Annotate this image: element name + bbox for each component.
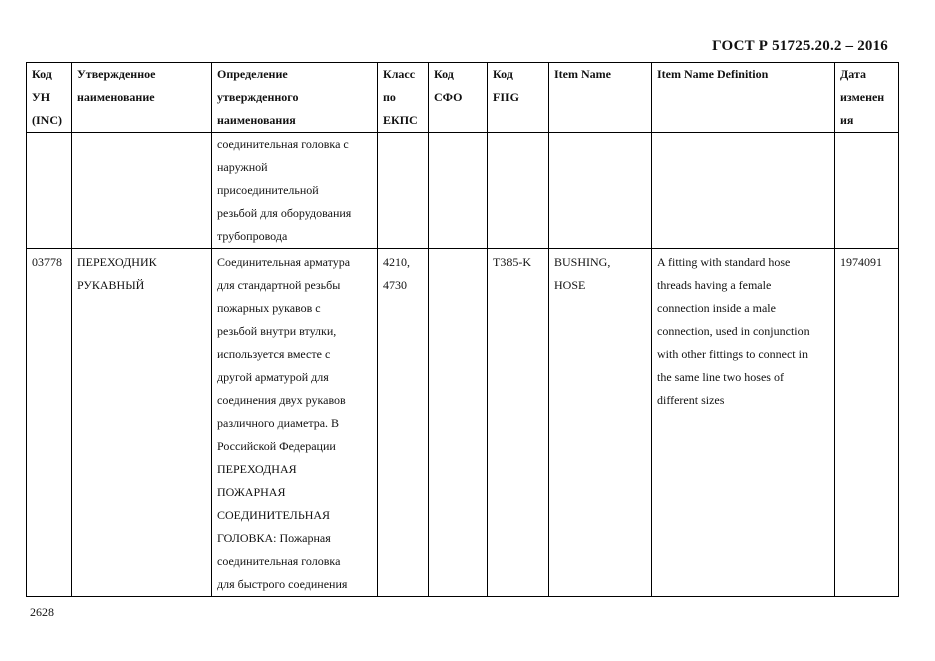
cell-definition: соединительная головка с наружной присоединительной резьбой для оборудования трубопровода	[212, 133, 378, 249]
cell-empty	[549, 133, 652, 249]
cell-class: 4210, 4730	[378, 249, 429, 597]
header-item-name-definition: Item Name Definition	[652, 63, 835, 133]
cell-item-name: BUSHING, HOSE	[549, 249, 652, 597]
header-definition: Определение утвержденного наименования	[212, 63, 378, 133]
header-item-name: Item Name	[549, 63, 652, 133]
header-change-date: Дата изменен ия	[835, 63, 899, 133]
cell-fiig: T385-K	[488, 249, 549, 597]
cell-empty	[488, 133, 549, 249]
cell-approved-name: ПЕРЕХОДНИК РУКАВНЫЙ	[72, 249, 212, 597]
cell-inc: 03778	[27, 249, 72, 597]
header-inc: Код УН (INC)	[27, 63, 72, 133]
header-approved-name: Утвержденное наименование	[72, 63, 212, 133]
cell-change-date: 1974091	[835, 249, 899, 597]
page-number: 2628	[30, 605, 54, 619]
header-sfo: Код СФО	[429, 63, 488, 133]
table-header-row	[27, 63, 899, 133]
cell-item-name-definition: A fitting with standard hose threads having a female connection inside a male connection, used in conjunction with other fittings to connect in the same line two hoses of different sizes	[652, 249, 835, 597]
cell-empty	[835, 133, 899, 249]
item-names-table	[26, 62, 899, 597]
cell-empty	[378, 133, 429, 249]
cell-empty	[652, 133, 835, 249]
header-class: Класс по ЕКПС	[378, 63, 429, 133]
cell-empty	[27, 133, 72, 249]
cell-empty	[72, 133, 212, 249]
cell-empty	[429, 133, 488, 249]
cell-definition: Соединительная арматура для стандартной резьбы пожарных рукавов с резьбой внутри втулки, используется вместе с другой арматурой для соединения двух рукавов различного диаметра. В Российской Федерации ПЕРЕХОДНАЯ ПОЖАРНАЯ СОЕДИНИТЕЛЬНАЯ ГОЛОВКА: Пожарная соединительная головка для быстрого соединения	[212, 249, 378, 597]
cell-sfo	[429, 249, 488, 597]
table-row-continuation	[27, 133, 899, 249]
document-standard-header: ГОСТ Р 51725.20.2 – 2016	[712, 38, 888, 54]
table-row	[27, 249, 899, 597]
header-fiig: Код FIIG	[488, 63, 549, 133]
